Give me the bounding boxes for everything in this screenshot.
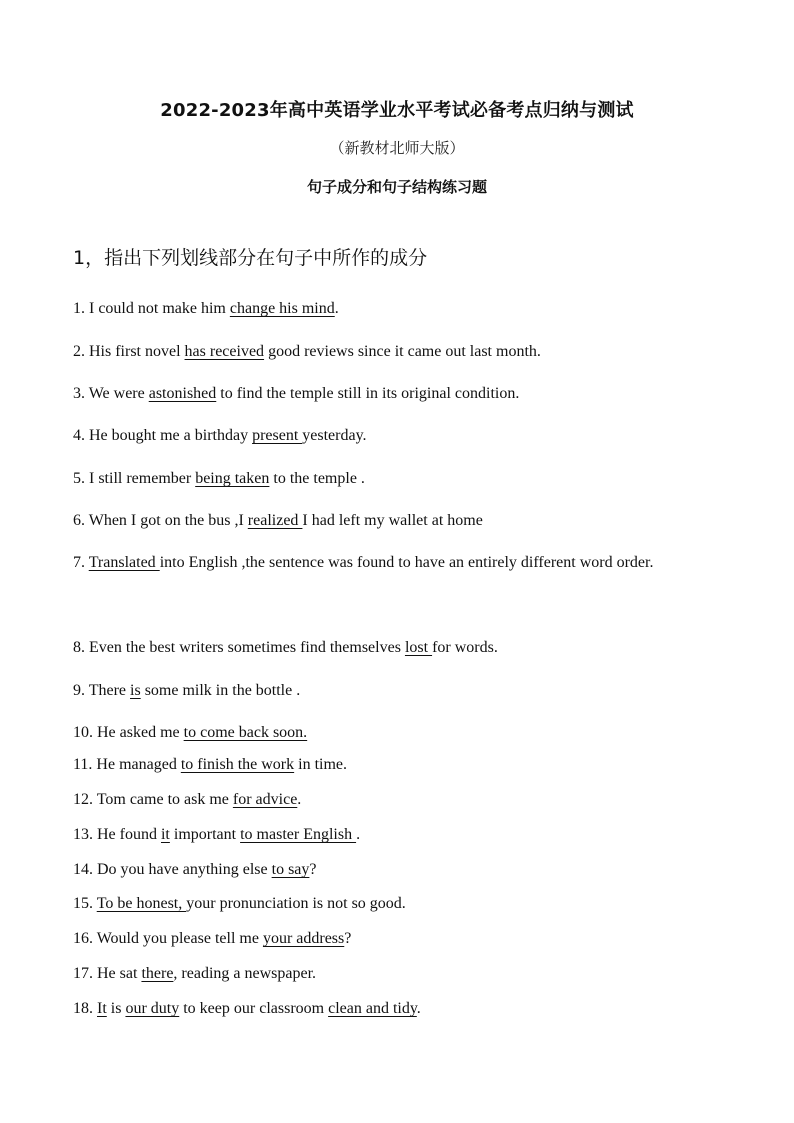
text-segment: important	[169, 826, 241, 843]
text-segment: He found	[93, 826, 161, 843]
text-segment: He sat	[93, 965, 142, 982]
text-segment: ?	[344, 930, 352, 947]
text-segment: I still remember	[85, 470, 196, 487]
question-number: 6.	[73, 512, 85, 529]
question-item	[73, 823, 725, 847]
underlined-segment: being taken	[195, 470, 270, 487]
underlined-segment: our duty	[125, 1000, 180, 1017]
text-segment: I had left my wallet at home	[302, 512, 483, 529]
text-segment: into English ,the sentence was found to have an entirely different word order.	[159, 554, 654, 571]
underlined-segment: lost	[404, 639, 433, 656]
text-segment: Do you have anything else	[93, 861, 272, 878]
question-number: 1.	[73, 300, 85, 317]
question-number: 10.	[73, 724, 93, 741]
question-item	[73, 542, 725, 584]
question-item	[73, 297, 725, 321]
text-segment: There	[85, 682, 131, 699]
text-segment: , reading a newspaper.	[173, 965, 317, 982]
underlined-segment: to finish the work	[180, 756, 295, 773]
question-number: 13.	[73, 826, 93, 843]
question-item	[73, 636, 725, 660]
text-segment: for words.	[432, 639, 498, 656]
question-item	[73, 509, 725, 533]
text-segment: His first novel	[85, 343, 185, 360]
text-segment: yesterday.	[302, 427, 367, 444]
underlined-segment: present	[252, 427, 303, 444]
text-segment: He managed	[92, 756, 181, 773]
underlined-segment: for advice	[232, 791, 298, 808]
question-number: 9.	[73, 682, 85, 699]
question-number: 11.	[73, 756, 93, 773]
underlined-segment: it	[160, 826, 170, 843]
text-segment: ?	[309, 861, 317, 878]
underlined-segment: to say	[271, 861, 310, 878]
underlined-segment: realized	[247, 512, 303, 529]
text-segment: We were	[85, 385, 149, 402]
text-segment: He asked me	[93, 724, 184, 741]
text-segment: .	[356, 826, 361, 843]
question-number: 8.	[73, 639, 85, 656]
question-number: 15.	[73, 895, 93, 912]
question-item	[73, 788, 725, 812]
underlined-segment: to master English	[240, 826, 357, 843]
question-number: 7.	[73, 554, 85, 571]
question-number: 18.	[73, 1000, 93, 1017]
question-number: 12.	[73, 791, 93, 808]
underlined-segment: has received	[184, 343, 265, 360]
question-item	[73, 892, 725, 916]
question-item	[73, 382, 725, 406]
underlined-segment: Translated	[88, 554, 160, 571]
text-segment: He bought me a birthday	[85, 427, 253, 444]
question-number: 4.	[73, 427, 85, 444]
underlined-segment: astonished	[148, 385, 217, 402]
text-segment: When I got on the bus ,I	[85, 512, 248, 529]
question-item	[73, 753, 725, 777]
question-number: 3.	[73, 385, 85, 402]
exercise-heading: 1，指出下列划线部分在句子中所作的成分	[73, 247, 428, 269]
text-segment: to find the temple still in its original condition.	[216, 385, 520, 402]
underlined-segment: to come back soon.	[183, 724, 308, 741]
text-segment: .	[334, 300, 339, 317]
text-segment: good reviews since it came out last month.	[264, 343, 541, 360]
question-item	[73, 424, 725, 448]
question-item	[73, 927, 725, 951]
text-segment: is	[106, 1000, 126, 1017]
question-item	[73, 679, 725, 703]
text-segment: Would you please tell me	[93, 930, 263, 947]
underlined-segment: It	[97, 1000, 107, 1017]
question-item	[73, 721, 725, 745]
question-number: 17.	[73, 965, 93, 982]
question-number: 2.	[73, 343, 85, 360]
question-item	[73, 997, 725, 1021]
section-title: 句子成分和句子结构练习题	[306, 178, 487, 196]
text-segment: to the temple .	[269, 470, 365, 487]
text-segment: .	[297, 791, 302, 808]
underlined-segment: there	[141, 965, 174, 982]
document-subtitle: （新教材北师大版）	[329, 139, 465, 157]
question-item	[73, 858, 725, 882]
underlined-segment: clean and tidy	[328, 1000, 417, 1017]
document-title: 2022-2023年高中英语学业水平考试必备考点归纳与测试	[160, 100, 634, 121]
text-segment: .	[416, 1000, 421, 1017]
text-segment: to keep our classroom	[179, 1000, 329, 1017]
text-segment: some milk in the bottle .	[140, 682, 301, 699]
question-item	[73, 467, 725, 491]
question-number: 5.	[73, 470, 85, 487]
text-segment: in time.	[294, 756, 348, 773]
text-segment: your pronunciation is not so good.	[186, 895, 406, 912]
text-segment: Tom came to ask me	[93, 791, 233, 808]
question-item	[73, 340, 725, 364]
underlined-segment: change his mind	[229, 300, 335, 317]
text-segment: I could not make him	[85, 300, 230, 317]
text-segment: Even the best writers sometimes find themselves	[85, 639, 405, 656]
underlined-segment: To be honest,	[96, 895, 187, 912]
question-number: 16.	[73, 930, 93, 947]
question-item	[73, 962, 725, 986]
question-number: 14.	[73, 861, 93, 878]
underlined-segment: your address	[262, 930, 345, 947]
underlined-segment: is	[130, 682, 141, 699]
